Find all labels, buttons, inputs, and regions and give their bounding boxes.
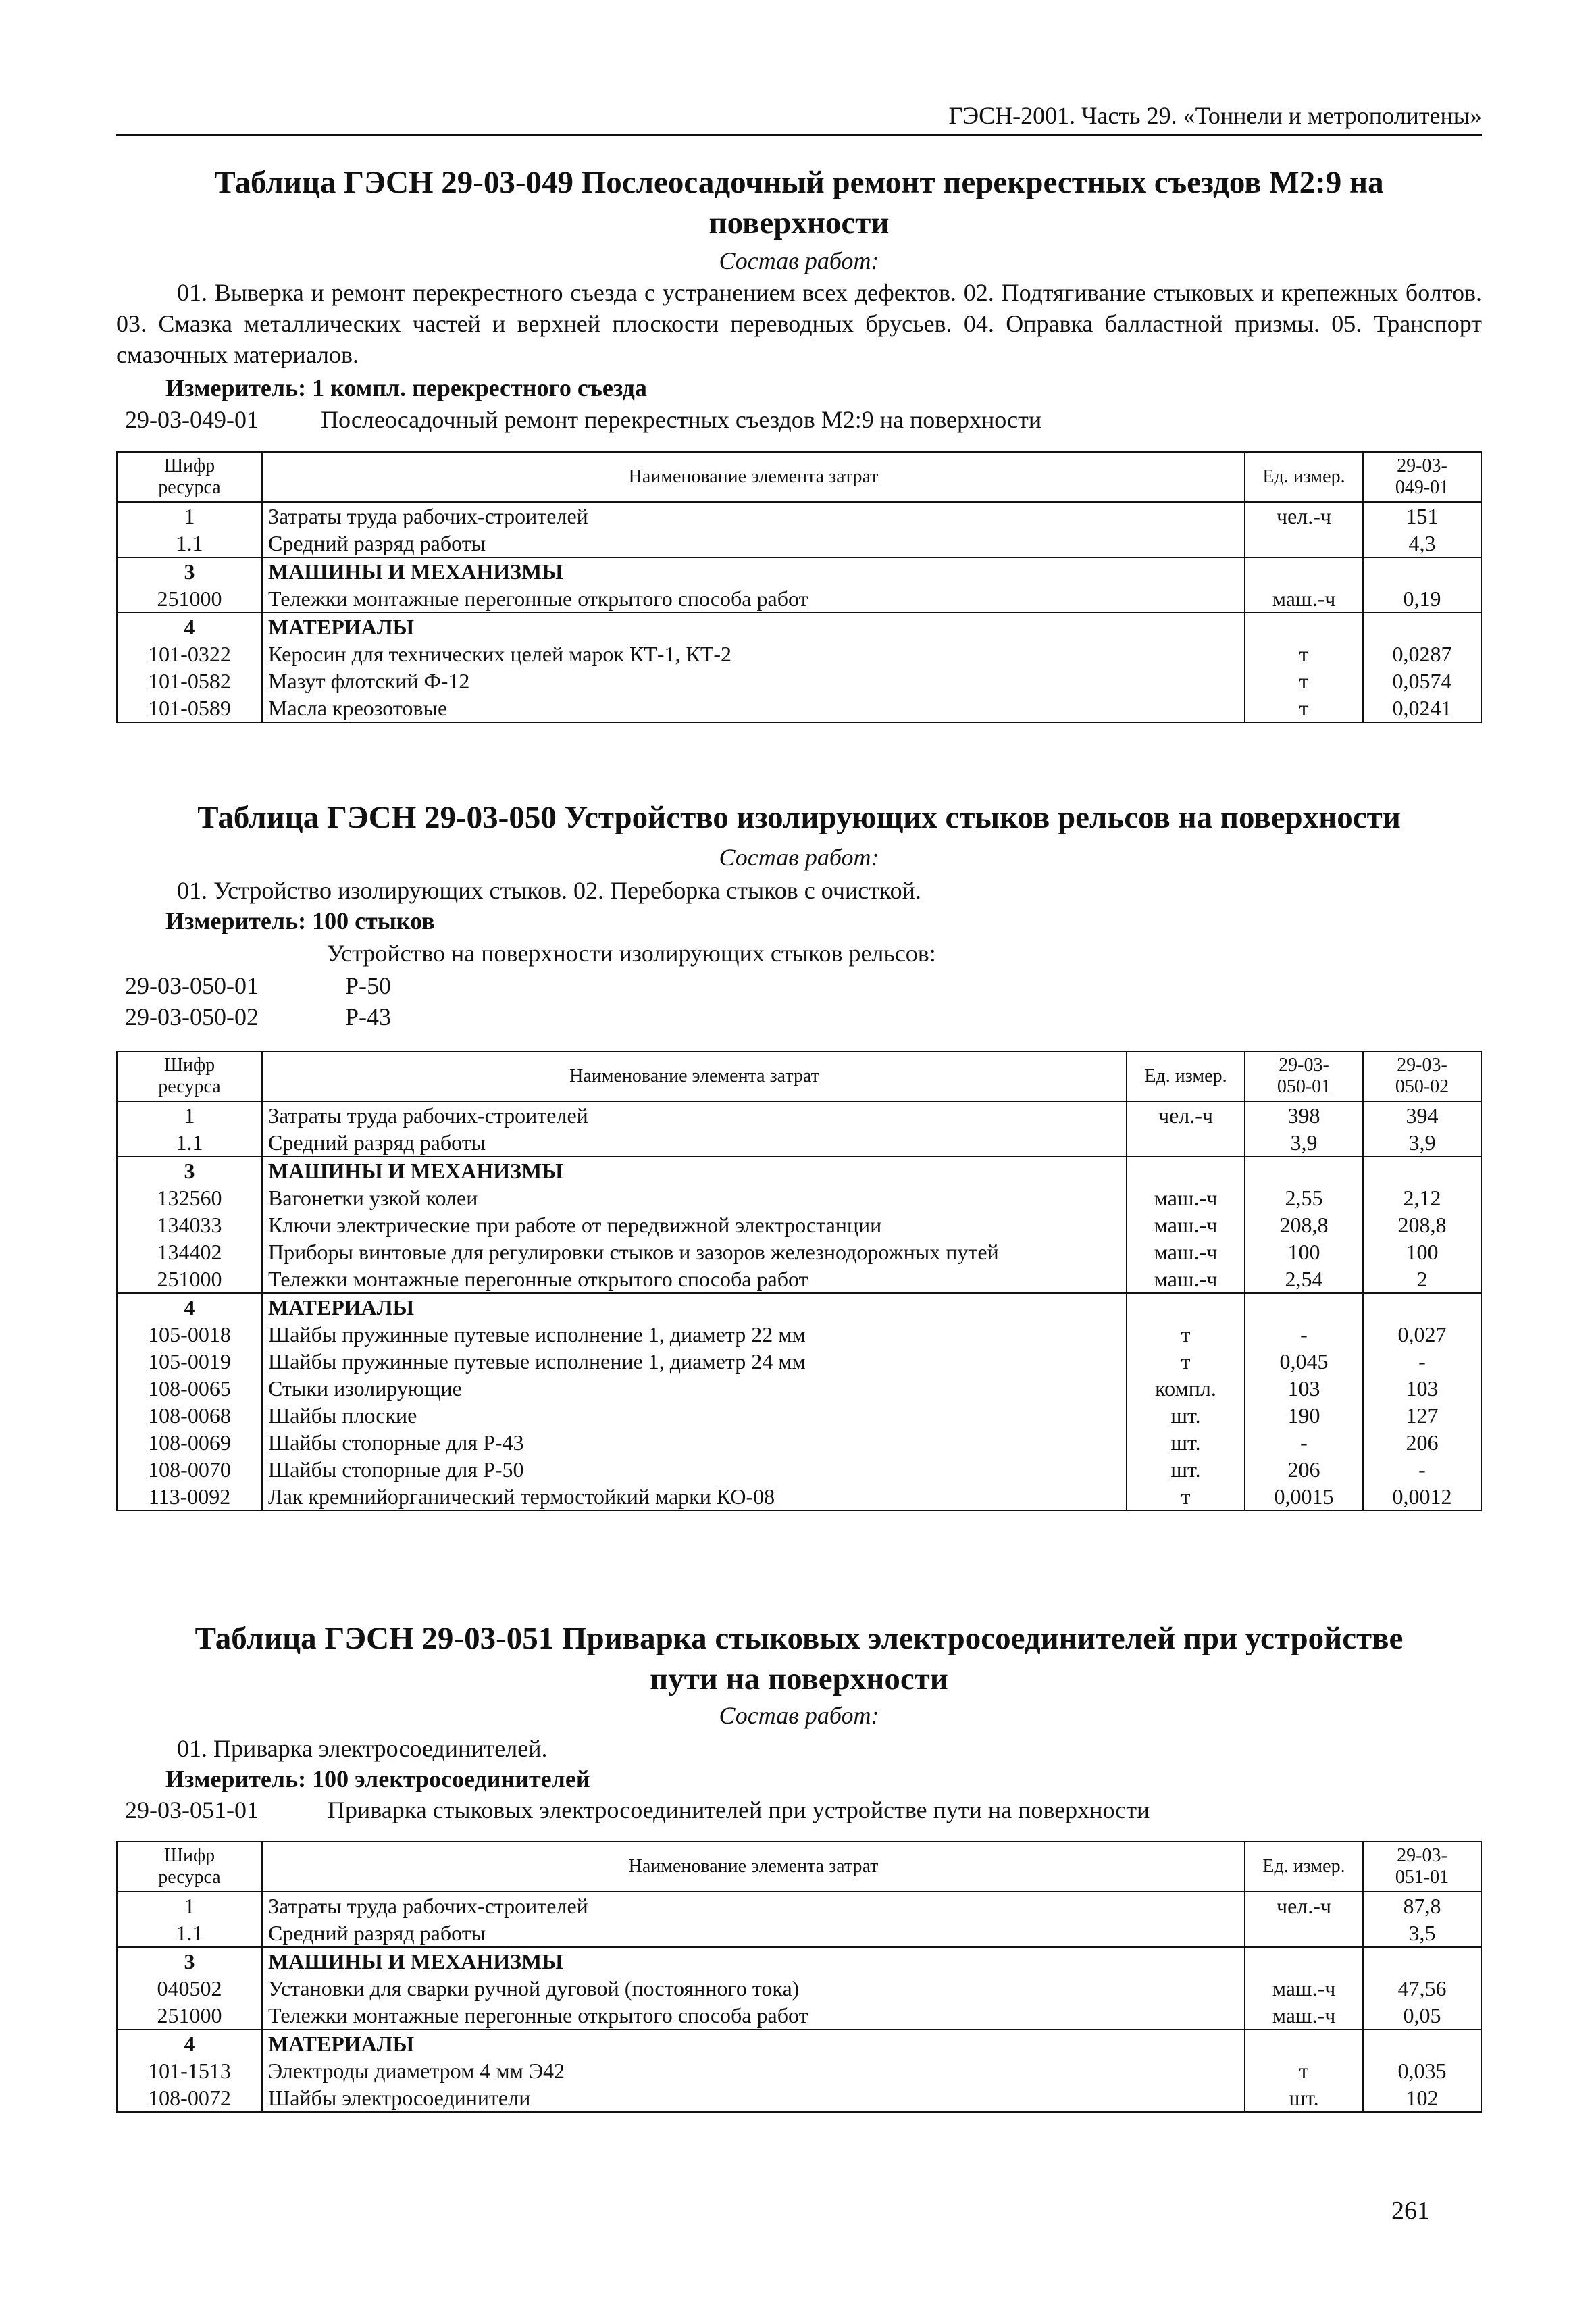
norm-value: 4,3 (1363, 530, 1481, 557)
norm-value: 2,12 (1363, 1184, 1481, 1211)
unit-of-measure: т (1127, 1348, 1245, 1375)
resource-code: 4 (117, 1293, 262, 1321)
unit-of-measure: т (1245, 640, 1363, 668)
table-row (117, 2084, 1481, 2112)
header-text: 29-03- (1397, 1055, 1447, 1076)
norm-value (1245, 1157, 1363, 1184)
norm-value: - (1363, 1456, 1481, 1483)
norm-description: Р-43 (345, 1003, 392, 1030)
header-text: 050-01 (1277, 1076, 1331, 1097)
table-header-row (117, 452, 1481, 502)
header-norm-code (1245, 1051, 1363, 1101)
unit-of-measure (1245, 530, 1363, 557)
header-norm-code (1363, 452, 1481, 502)
table-row (117, 1975, 1481, 2002)
norm-value: 103 (1363, 1375, 1481, 1402)
page-number: 261 (1391, 2196, 1430, 2225)
section-title-050 (116, 797, 1482, 838)
norm-code: 29-03-050-02 (125, 1003, 259, 1030)
resource-code: 040502 (117, 1975, 262, 2002)
table-row (117, 1101, 1481, 1129)
unit-of-measure: чел.-ч (1127, 1101, 1245, 1129)
norm-description: Послеосадочный ремонт перекрестных съездов М2:9 на поверхности (321, 406, 1042, 433)
unit-of-measure: чел.-ч (1245, 1892, 1363, 1919)
resource-code: 108-0072 (117, 2084, 262, 2112)
unit-of-measure: чел.-ч (1245, 502, 1363, 530)
header-resource-code (117, 452, 262, 502)
resource-code: 3 (117, 557, 262, 585)
section-title-051 (116, 1618, 1482, 1699)
resource-code: 1 (117, 1101, 262, 1129)
norm-value: 3,5 (1363, 1919, 1481, 1947)
resource-code: 101-0582 (117, 668, 262, 695)
cost-element-name: Лак кремнийорганический термостойкий марки КО-08 (262, 1483, 1127, 1511)
table-row (117, 1402, 1481, 1429)
section-title-line: Таблица ГЭСН 29-03-051 Приварка стыковых электросоединителей при устройстве (195, 1621, 1404, 1656)
table-row (117, 1211, 1481, 1238)
norm-value: 0,027 (1363, 1321, 1481, 1348)
table-row (117, 1157, 1481, 1184)
norm-code: 29-03-051-01 (125, 1796, 259, 1823)
header-cost-element: Наименование элемента затрат (262, 1842, 1245, 1892)
header-text: ресурса (158, 477, 221, 498)
resource-code: 251000 (117, 1265, 262, 1293)
cost-element-name: Масла креозотовые (262, 695, 1245, 722)
section-title-049 (116, 162, 1482, 243)
unit-of-measure: т (1127, 1321, 1245, 1348)
header-cost-element: Наименование элемента затрат (262, 1051, 1127, 1101)
table-row (117, 1321, 1481, 1348)
norm-value: 100 (1245, 1238, 1363, 1265)
resource-code: 4 (117, 2030, 262, 2057)
cost-element-name: Шайбы стопорные для Р-43 (262, 1429, 1127, 1456)
unit-of-measure: маш.-ч (1127, 1184, 1245, 1211)
cost-element-name: Стыки изолирующие (262, 1375, 1127, 1402)
works-text: 01. Выверка и ремонт перекрестного съезда с устранением всех дефектов. 02. Подтягивание стыковых и крепежных болтов. 03. Смазка металлических частей и верхней плоскости переводных брусьев. 04. Оправка балластной призмы. 05. Транспорт смазочных материалов. (116, 279, 1482, 368)
unit-of-measure: компл. (1127, 1375, 1245, 1402)
header-text: 050-02 (1395, 1076, 1449, 1097)
norm-code: 29-03-049-01 (125, 406, 259, 433)
table-row (117, 1429, 1481, 1456)
cost-element-name: МАШИНЫ И МЕХАНИЗМЫ (262, 1947, 1245, 1975)
table-row (117, 695, 1481, 722)
resource-code: 3 (117, 1947, 262, 1975)
meter: Измеритель: 1 компл. перекрестного съезда (165, 374, 647, 401)
norms-table (116, 451, 1482, 723)
unit-of-measure: шт. (1127, 1402, 1245, 1429)
table-row (117, 2057, 1481, 2084)
unit-of-measure (1245, 2030, 1363, 2057)
table-row (117, 1947, 1481, 1975)
norm-value: 2 (1363, 1265, 1481, 1293)
resource-code: 108-0065 (117, 1375, 262, 1402)
section-title-line: поверхности (709, 205, 890, 241)
header-text: Шифр (163, 1845, 215, 1866)
header-text: ресурса (158, 1076, 221, 1097)
header-text: 29-03- (1279, 1055, 1329, 1076)
norm-value (1363, 2030, 1481, 2057)
cost-element-name: МАТЕРИАЛЫ (262, 1293, 1127, 1321)
table-row (117, 1293, 1481, 1321)
resource-code: 1.1 (117, 530, 262, 557)
resource-code: 1.1 (117, 1129, 262, 1157)
header-text: Шифр (163, 455, 215, 476)
norm-value: 102 (1363, 2084, 1481, 2112)
header-norm-code (1363, 1842, 1481, 1892)
works-text: 01. Устройство изолирующих стыков. 02. Переборка стыков с очисткой. (177, 877, 921, 904)
table-row (117, 1265, 1481, 1293)
norm-value: 2,54 (1245, 1265, 1363, 1293)
section-title-line: пути на поверхности (650, 1661, 948, 1696)
cost-element-name: Тележки монтажные перегонные открытого способа работ (262, 2002, 1245, 2030)
norm-value (1363, 613, 1481, 640)
norm-value: 0,045 (1245, 1348, 1363, 1375)
norm-value: 394 (1363, 1101, 1481, 1129)
resource-code: 3 (117, 1157, 262, 1184)
table-row (117, 502, 1481, 530)
table-row (117, 557, 1481, 585)
norm-value (1363, 557, 1481, 585)
code-line (125, 1796, 1150, 1824)
resource-code: 251000 (117, 2002, 262, 2030)
cost-element-name: Затраты труда рабочих-строителей (262, 502, 1245, 530)
table-row (117, 1238, 1481, 1265)
norm-value: 2,55 (1245, 1184, 1363, 1211)
norm-value: - (1245, 1429, 1363, 1456)
cost-element-name: МАТЕРИАЛЫ (262, 2030, 1245, 2057)
norm-value: 103 (1245, 1375, 1363, 1402)
cost-element-name: Затраты труда рабочих-строителей (262, 1101, 1127, 1129)
cost-element-name: Средний разряд работы (262, 1919, 1245, 1947)
resource-code: 1 (117, 1892, 262, 1919)
unit-of-measure: т (1245, 2057, 1363, 2084)
norms-table (116, 1841, 1482, 2113)
resource-code: 113-0092 (117, 1483, 262, 1511)
norm-value: 0,0015 (1245, 1483, 1363, 1511)
cost-element-name: Затраты труда рабочих-строителей (262, 1892, 1245, 1919)
table-row (117, 1129, 1481, 1157)
header-norm-code (1363, 1051, 1481, 1101)
resource-code: 134033 (117, 1211, 262, 1238)
norm-value: 0,19 (1363, 585, 1481, 613)
table-row (117, 1892, 1481, 1919)
cost-element-name: Шайбы пружинные путевые исполнение 1, диаметр 24 мм (262, 1348, 1127, 1375)
norm-value: 0,035 (1363, 2057, 1481, 2084)
running-head: ГЭСН-2001. Часть 29. «Тоннели и метрополитены» (116, 101, 1482, 136)
norm-value: - (1363, 1348, 1481, 1375)
header-text: 29-03- (1397, 455, 1447, 476)
unit-of-measure: т (1245, 695, 1363, 722)
header-resource-code (117, 1842, 262, 1892)
cost-element-name: Средний разряд работы (262, 1129, 1127, 1157)
table-header-row (117, 1051, 1481, 1101)
unit-of-measure: шт. (1127, 1429, 1245, 1456)
norm-value: 0,0241 (1363, 695, 1481, 722)
cost-element-name: Средний разряд работы (262, 530, 1245, 557)
unit-of-measure (1245, 557, 1363, 585)
cost-element-name: Мазут флотский Ф-12 (262, 668, 1245, 695)
cost-element-name: МАТЕРИАЛЫ (262, 613, 1245, 640)
norm-value: 0,0287 (1363, 640, 1481, 668)
meter: Измеритель: 100 электросоединителей (165, 1765, 590, 1792)
cost-element-name: Шайбы электросоединители (262, 2084, 1245, 2112)
table-row (117, 1483, 1481, 1511)
unit-of-measure (1127, 1293, 1245, 1321)
header-resource-code (117, 1051, 262, 1101)
norm-value (1363, 1293, 1481, 1321)
cost-element-name: Приборы винтовые для регулировки стыков и зазоров железнодорожных путей (262, 1238, 1127, 1265)
unit-of-measure (1127, 1129, 1245, 1157)
table-header-row (117, 1842, 1481, 1892)
header-unit: Ед. измер. (1245, 1842, 1363, 1892)
norm-value: 100 (1363, 1238, 1481, 1265)
norm-value: 3,9 (1245, 1129, 1363, 1157)
norm-description: Приварка стыковых электросоединителей при устройстве пути на поверхности (328, 1796, 1150, 1823)
norm-value: 0,05 (1363, 2002, 1481, 2030)
resource-code: 132560 (117, 1184, 262, 1211)
composition-label: Состав работ: (719, 247, 879, 274)
table-row (117, 2030, 1481, 2057)
cost-element-name: Установки для сварки ручной дуговой (постоянного тока) (262, 1975, 1245, 2002)
unit-of-measure (1245, 613, 1363, 640)
resource-code: 1.1 (117, 1919, 262, 1947)
header-unit: Ед. измер. (1245, 452, 1363, 502)
unit-of-measure: маш.-ч (1245, 585, 1363, 613)
cost-element-name: Вагонетки узкой колеи (262, 1184, 1127, 1211)
table-row (117, 530, 1481, 557)
resource-code: 108-0068 (117, 1402, 262, 1429)
norm-value: 151 (1363, 502, 1481, 530)
norm-value: 87,8 (1363, 1892, 1481, 1919)
resource-code: 251000 (117, 585, 262, 613)
norm-value: 206 (1363, 1429, 1481, 1456)
cost-element-name: Тележки монтажные перегонные открытого способа работ (262, 1265, 1127, 1293)
cost-element-name: МАШИНЫ И МЕХАНИЗМЫ (262, 557, 1245, 585)
norm-value: 0,0574 (1363, 668, 1481, 695)
unit-of-measure: шт. (1127, 1456, 1245, 1483)
table-row (117, 1184, 1481, 1211)
works-text: 01. Приварка электросоединителей. (177, 1735, 548, 1762)
unit-of-measure (1127, 1157, 1245, 1184)
norm-value: - (1245, 1321, 1363, 1348)
resource-code: 108-0069 (117, 1429, 262, 1456)
norm-value: 208,8 (1245, 1211, 1363, 1238)
table-row (117, 613, 1481, 640)
norms-table (116, 1051, 1482, 1511)
norm-value: 47,56 (1363, 1975, 1481, 2002)
cost-element-name: Электроды диаметром 4 мм Э42 (262, 2057, 1245, 2084)
resource-code: 1 (117, 502, 262, 530)
norm-value: 3,9 (1363, 1129, 1481, 1157)
resource-code: 101-1513 (117, 2057, 262, 2084)
table-row (117, 640, 1481, 668)
resource-code: 4 (117, 613, 262, 640)
header-text: 049-01 (1395, 477, 1449, 498)
norm-value: 206 (1245, 1456, 1363, 1483)
composition-label: Состав работ: (719, 844, 879, 871)
resource-code: 101-0589 (117, 695, 262, 722)
resource-code: 105-0019 (117, 1348, 262, 1375)
unit-of-measure: маш.-ч (1127, 1265, 1245, 1293)
table-row (117, 2002, 1481, 2030)
norm-value (1245, 1293, 1363, 1321)
unit-of-measure: шт. (1245, 2084, 1363, 2112)
unit-of-measure (1245, 1947, 1363, 1975)
norm-code: 29-03-050-01 (125, 972, 259, 999)
code-line (125, 1003, 391, 1031)
resource-code: 108-0070 (117, 1456, 262, 1483)
norm-description: Р-50 (345, 972, 392, 999)
norm-value (1363, 1947, 1481, 1975)
cost-element-name: Шайбы плоские (262, 1402, 1127, 1429)
header-cost-element: Наименование элемента затрат (262, 452, 1245, 502)
table-row (117, 1375, 1481, 1402)
cost-element-name: МАШИНЫ И МЕХАНИЗМЫ (262, 1157, 1127, 1184)
unit-of-measure: маш.-ч (1127, 1238, 1245, 1265)
cost-element-name: Шайбы стопорные для Р-50 (262, 1456, 1127, 1483)
resource-code: 134402 (117, 1238, 262, 1265)
header-text: 051-01 (1395, 1867, 1449, 1888)
norm-value (1363, 1157, 1481, 1184)
code-line (125, 405, 1041, 434)
section-title-line: Таблица ГЭСН 29-03-049 Послеосадочный ремонт перекрестных съездов М2:9 на (214, 165, 1384, 200)
unit-of-measure (1245, 1919, 1363, 1947)
cost-element-name: Тележки монтажные перегонные открытого способа работ (262, 585, 1245, 613)
table-row (117, 585, 1481, 613)
section-title-line: Таблица ГЭСН 29-03-050 Устройство изолирующих стыков рельсов на поверхности (197, 800, 1401, 835)
unit-of-measure: маш.-ч (1245, 1975, 1363, 2002)
norm-value: 0,0012 (1363, 1483, 1481, 1511)
table-row (117, 1919, 1481, 1947)
resource-code: 101-0322 (117, 640, 262, 668)
meter: Измеритель: 100 стыков (165, 907, 435, 934)
norm-value: 190 (1245, 1402, 1363, 1429)
cost-element-name: Ключи электрические при работе от передвижной электростанции (262, 1211, 1127, 1238)
unit-of-measure: т (1245, 668, 1363, 695)
table-row (117, 668, 1481, 695)
unit-of-measure: т (1127, 1483, 1245, 1511)
resource-code: 105-0018 (117, 1321, 262, 1348)
header-text: Шифр (163, 1055, 215, 1076)
composition-label: Состав работ: (719, 1702, 879, 1729)
header-text: 29-03- (1397, 1845, 1447, 1866)
header-unit: Ед. измер. (1127, 1051, 1245, 1101)
group-description: Устройство на поверхности изолирующих стыков рельсов: (327, 940, 936, 967)
norm-value: 127 (1363, 1402, 1481, 1429)
unit-of-measure: маш.-ч (1127, 1211, 1245, 1238)
norm-value: 398 (1245, 1101, 1363, 1129)
table-row (117, 1348, 1481, 1375)
header-text: ресурса (158, 1867, 221, 1888)
cost-element-name: Керосин для технических целей марок КТ-1, КТ-2 (262, 640, 1245, 668)
norm-value: 208,8 (1363, 1211, 1481, 1238)
code-line (125, 972, 391, 1000)
unit-of-measure: маш.-ч (1245, 2002, 1363, 2030)
table-row (117, 1456, 1481, 1483)
cost-element-name: Шайбы пружинные путевые исполнение 1, диаметр 22 мм (262, 1321, 1127, 1348)
